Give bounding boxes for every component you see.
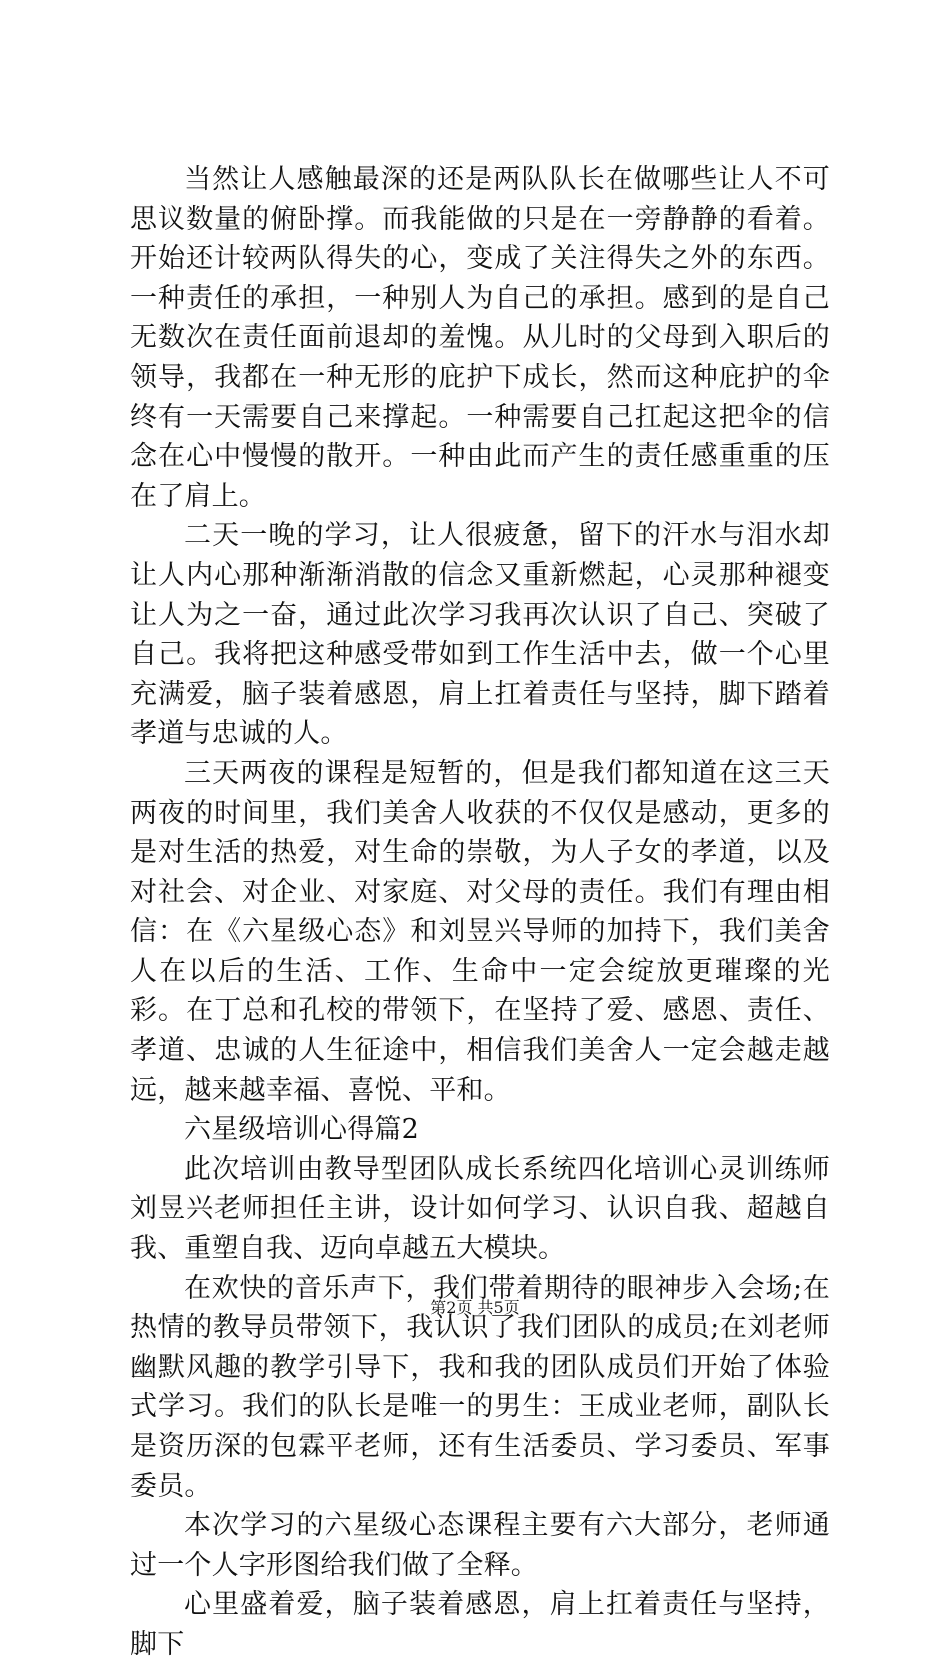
paragraph: 当然让人感触最深的还是两队队长在做哪些让人不可思议数量的俯卧撑。而我能做的只是在一旁静静的看着。开始还计较两队得失的心，变成了关注得失之外的东西。一种责任的承担，一种别人为自己的承担。感到的是自己无数次在责任面前退却的羞愧。从儿时的父母到入职后的领导，我都在一种无形的庇护下成长，然而这种庇护的伞终有一天需要自己来撑起。一种需要自己扛起这把伞的信念在心中慢慢的散开。一种由此而产生的责任感重重的压在了肩上。	[130, 164, 830, 512]
body-text	[130, 160, 830, 1665]
paragraph: 在欢快的音乐声下，我们带着期待的眼神步入会场;在热情的教导员带领下，我认识了我们团队的成员;在刘老师幽默风趣的教学引导下，我和我的团队成员们开始了体验式学习。我们的队长是唯一的男生：王成业老师，副队长是资历深的包霖平老师，还有生活委员、学习委员、军事委员。	[130, 1272, 830, 1502]
paragraph: 此次培训由教导型团队成长系统四化培训心灵训练师刘昱兴老师担任主讲，设计如何学习、认识自我、超越自我、重塑自我、迈向卓越五大模块。	[130, 1153, 830, 1265]
paragraph: 本次学习的六星级心态课程主要有六大部分，老师通过一个人字形图给我们做了全释。	[130, 1510, 830, 1581]
paragraph: 心里盛着爱，脑子装着感恩，肩上扛着责任与坚持，脚下	[130, 1589, 830, 1660]
section-heading: 六星级培训心得篇2	[184, 1114, 419, 1146]
page-number-footer: 第2页 共5页	[430, 1298, 520, 1317]
paragraph: 三天两夜的课程是短暂的，但是我们都知道在这三天两夜的时间里，我们美舍人收获的不仅仅是感动，更多的是对生活的热爱，对生命的崇敬，为人子女的孝道，以及对社会、对企业、对家庭、对父母的责任。我们有理由相信：在《六星级心态》和刘昱兴导师的加持下，我们美舍人在以后的生活、工作、生命中一定会绽放更璀璨的光彩。在丁总和孔校的带领下，在坚持了爱、感恩、责任、孝道、忠诚的人生征途中，相信我们美舍人一定会越走越远，越来越幸福、喜悦、平和。	[130, 757, 830, 1106]
paragraph: 二天一晚的学习，让人很疲惫，留下的汗水与泪水却让人内心那种渐渐消散的信念又重新燃起，心灵那种褪变让人为之一奋，通过此次学习我再次认识了自己、突破了自己。我将把这种感受带如到工作生活中去，做一个心里充满爱，脑子装着感恩，肩上扛着责任与坚持，脚下踏着孝道与忠诚的人。	[130, 520, 830, 750]
